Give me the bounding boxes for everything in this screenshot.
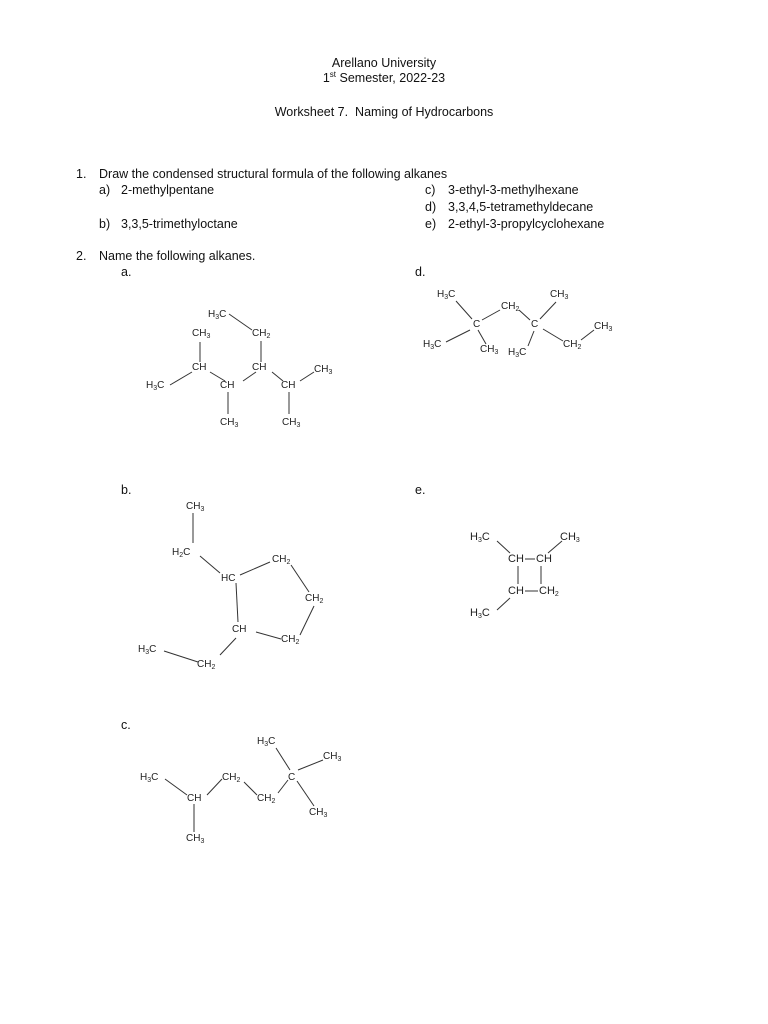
q1-item-b-letter: b) [99, 217, 111, 231]
d-c-1: C [473, 319, 481, 330]
q2-label-c: c. [121, 718, 131, 732]
a-ch-4: CH [281, 380, 296, 391]
d-h3c-left: $H_3C$ [423, 339, 442, 351]
a-h3c-left: $H_3C$ [146, 380, 165, 392]
a-h3c-top: $H_3C$ [208, 309, 227, 321]
q1-item-e-letter: e) [425, 217, 437, 231]
e-ch-2: CH [536, 553, 552, 565]
q1-item-e-text: 2-ethyl-3-propylcyclohexane [448, 217, 605, 231]
b-ch2-right: $CH_2$ [305, 593, 324, 605]
b-ch: CH [232, 624, 247, 635]
q1-number: 1. [76, 167, 87, 181]
b-h3c: $H_3C$ [138, 644, 157, 656]
q2-prompt: Name the following alkanes. [99, 249, 256, 263]
d-c-2: C [531, 319, 539, 330]
c-h3c-left: $H_3C$ [140, 772, 159, 784]
a-ch-1: CH [192, 362, 207, 373]
q2-number: 2. [76, 249, 87, 263]
b-hc: HC [221, 573, 236, 584]
semester-number: 1 [322, 71, 330, 85]
c-ch: CH [187, 793, 202, 804]
b-h2c: $H_2C$ [172, 547, 191, 559]
e-h3c-bottom: H3C [470, 607, 490, 620]
q1-prompt: Draw the condensed structural formula of the following alkanes [99, 167, 448, 181]
a-ch-2: CH [252, 362, 267, 373]
q1-item-d-letter: d) [425, 200, 437, 214]
a-ch-3: CH [220, 380, 235, 391]
q1-item-b-text: 3,3,5-trimethyloctane [121, 217, 238, 231]
semester-rest: Semester, 2022-23 [336, 71, 446, 85]
a-ch3-bottom-2: $CH_3$ [282, 417, 301, 429]
d-ch2-right: $CH_2$ [563, 339, 582, 351]
c-c: C [288, 772, 296, 783]
c-ch2-upper: $CH_2$ [222, 772, 241, 784]
q1-item-c-letter: c) [425, 183, 436, 197]
q1-item-d-text: 3,3,4,5-tetramethyldecane [448, 200, 594, 214]
c-ch3-bottom-right: $CH_3$ [309, 807, 328, 819]
e-h3c-top: H3C [470, 531, 490, 544]
b-ch2-bottom: $CH_2$ [197, 659, 216, 671]
d-h3c-bottom: $H_3C$ [508, 347, 527, 359]
c-ch3-bottom: $CH_3$ [186, 833, 205, 845]
university-name: Arellano University [331, 56, 437, 70]
a-ch3-upper-left: $CH_3$ [192, 328, 211, 340]
b-ch2-top-right: $CH_2$ [272, 554, 291, 566]
d-ch2-mid: $CH_2$ [501, 301, 520, 313]
c-h3c-top: $H_3C$ [257, 736, 276, 748]
q1-item-c-text: 3-ethyl-3-methylhexane [448, 183, 579, 197]
q1-item-a-letter: a) [99, 183, 111, 197]
a-ch3-right: $CH_3$ [314, 364, 333, 376]
d-h3c-top: $H_3C$ [437, 289, 456, 301]
e-ch3-top: CH3 [560, 531, 580, 544]
q2-label-b: b. [121, 483, 132, 497]
d-ch3-right: $CH_3$ [594, 321, 613, 333]
e-ch-1: CH [508, 553, 524, 565]
q2-label-d: d. [415, 265, 426, 279]
worksheet-title: Worksheet 7. Naming of Hydrocarbons [274, 105, 494, 119]
b-ch3-top: $CH_3$ [186, 501, 205, 513]
q1-item-a-text: 2-methylpentane [121, 183, 215, 197]
a-ch2-upper: $CH_2$ [252, 328, 271, 340]
c-ch3-top-right: $CH_3$ [323, 751, 342, 763]
d-ch3-bottom: $CH_3$ [480, 344, 499, 356]
c-ch2-lower: $CH_2$ [257, 793, 276, 805]
a-ch3-bottom-1: $CH_3$ [220, 417, 239, 429]
b-ch2-bottom-right: $CH_2$ [281, 634, 300, 646]
e-ch-3: CH [508, 585, 524, 597]
e-ch2: CH2 [539, 585, 559, 598]
q2-label-a: a. [121, 265, 132, 279]
d-ch3-top: $CH_3$ [550, 289, 569, 301]
q2-label-e: e. [415, 483, 426, 497]
semester-suffix: st [329, 69, 337, 79]
